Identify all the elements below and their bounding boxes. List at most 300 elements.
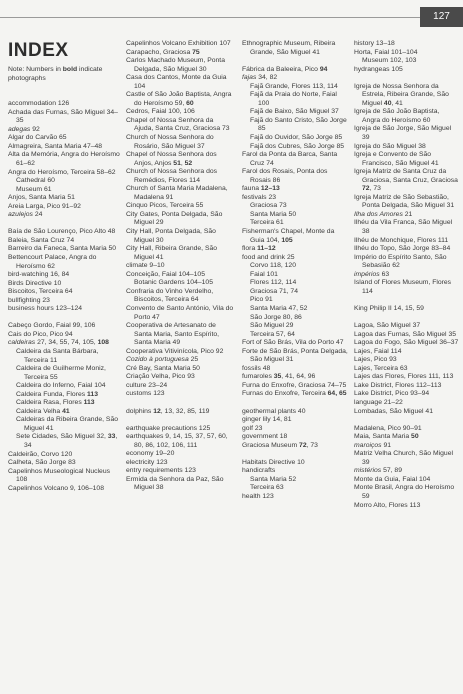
entry-text: fauna <box>242 185 261 193</box>
entry-text: Castle of São João Baptista, Angra do Heroísmo 59, <box>126 91 232 107</box>
entry-text: Ilhéu de Monchique, Flores 111 <box>354 236 449 244</box>
entry-text: Graciosa 73 <box>250 202 287 210</box>
index-subentry <box>242 271 350 280</box>
entry-text: , 34 <box>24 433 118 450</box>
entry-text: São Miguel 29 <box>250 322 294 330</box>
entry-text: Fajã do Santo Cristo, São Jorge 85 <box>250 116 347 133</box>
index-entry <box>242 493 350 502</box>
index-entry <box>242 194 350 203</box>
index-entry <box>242 185 350 194</box>
index-entry <box>242 416 350 425</box>
entry-text: Fajã Grande, Flores 113, 114 <box>250 82 338 90</box>
entry-text: Birds Directive 10 <box>8 279 62 287</box>
entry-text: Fajã de Baixo, São Miguel 37 <box>250 108 339 116</box>
index-entry <box>242 151 350 168</box>
italic-term: caldeiras <box>8 339 36 347</box>
entry-text: Monte da Guia, Faial 104 <box>354 475 431 483</box>
entry-text: Igreja e Convento de São Francisco, São Miguel 41 <box>354 151 439 167</box>
photo-page-ref: 35 <box>273 373 282 381</box>
index-subentry <box>8 399 120 408</box>
entry-text: Sete Cidades, São Miguel 32, <box>16 433 108 441</box>
index-entry <box>126 271 234 280</box>
photo-page-ref: 12 <box>153 407 161 415</box>
entry-text: ginger lily 14, 81 <box>242 416 292 424</box>
entry-text: Cedros, Faial 100, 106 <box>126 108 195 116</box>
photo-page-ref: 50 <box>411 433 419 441</box>
entry-text: 63 <box>379 270 390 278</box>
index-entry <box>126 49 234 58</box>
index-entry <box>8 143 120 152</box>
index-entry <box>242 254 350 263</box>
letter-group-gap <box>242 399 350 408</box>
entry-text: City Hall, Ribeira Grande, São Miguel 41 <box>126 245 218 261</box>
entry-text: , <box>180 159 185 167</box>
index-subentry <box>242 202 350 211</box>
italic-term: Cozido à portuguesa <box>126 356 189 364</box>
index-entry <box>354 467 459 476</box>
entry-text: Faial 101 <box>250 270 278 278</box>
index-entry <box>126 202 234 211</box>
entry-text: Island of Flores Museum, Flores 114 <box>354 279 452 295</box>
index-entry <box>8 109 120 126</box>
index-subentry <box>242 83 350 92</box>
index-entry <box>126 74 234 91</box>
entry-text: food and drink 25 <box>242 253 295 261</box>
entry-text: Fajã do Ouvidor, São Jorge 85 <box>250 134 343 142</box>
entry-text: Ethnographic Museum, Ribeira Grande, São Miguel 41 <box>242 40 336 56</box>
entry-text: earthquakes 9, 14, 15, 37, 57, 60, 80, 86, 102, 106, 111 <box>126 433 228 449</box>
index-entry <box>126 117 234 134</box>
index-subentry <box>242 211 350 220</box>
index-entry <box>126 151 234 168</box>
entry-text: Baleia, Santa Cruz 74 <box>8 236 75 244</box>
index-entry <box>126 288 234 305</box>
entry-text: Casa dos Cantos, Monte da Guia 104 <box>126 74 227 90</box>
index-entry <box>126 245 234 262</box>
entry-text: Furna do Enxofre, Graciosa 74–75 <box>242 381 347 389</box>
entry-text: fossils 48 <box>242 364 271 372</box>
entry-text: Igreja de São João Baptista, Angra do Heroísmo 60 <box>354 108 440 124</box>
italic-term: fajas <box>242 74 257 82</box>
entry-text: Caldeira Velha <box>16 407 63 415</box>
index-entry <box>8 194 120 203</box>
photo-page-ref: 108 <box>97 339 109 347</box>
photo-page-ref: 12–13 <box>260 185 280 193</box>
entry-text: Furnas do Enxofre, Terceira <box>242 390 328 398</box>
index-entry <box>126 228 234 245</box>
entry-text: Igreja do São Miguel 38 <box>354 142 426 150</box>
letter-group-gap <box>126 399 234 408</box>
entry-text: 24 <box>32 211 43 219</box>
index-subentry <box>8 382 120 391</box>
entry-text: Cooperativa Vitivinícola, Pico 92 <box>126 347 224 355</box>
entry-text: 25 <box>188 356 199 364</box>
entry-text: King Philip II 14, 15, 59 <box>354 304 424 312</box>
index-entry <box>8 237 120 246</box>
index-entry <box>126 365 234 374</box>
entry-text: entry requirements 123 <box>126 467 196 475</box>
photo-page-ref: 94 <box>319 65 328 73</box>
index-subentry <box>354 57 459 66</box>
index-subentry <box>242 288 350 297</box>
entry-text: bullfighting 23 <box>8 296 50 304</box>
entry-text: Criação Velha, Pico 93 <box>126 373 195 381</box>
index-entry <box>242 442 350 451</box>
entry-text: Pico 91 <box>250 296 273 304</box>
index-entry <box>242 74 350 83</box>
entry-text: indicate photographs <box>8 66 103 82</box>
entry-text: Bettencourt Palace, Angra do Heroísmo 62 <box>8 253 97 270</box>
entry-text: Corvo 118, 120 <box>250 262 296 270</box>
entry-text: Terceira 57, 64 <box>250 330 295 338</box>
entry-text: Algar do Carvão 65 <box>8 134 67 142</box>
entry-text: Lombadas, São Miguel 41 <box>354 407 433 415</box>
entry-text: Caldeira de Guilherme Moniz, Terceira 55 <box>16 365 106 381</box>
photo-page-ref: 72 <box>299 441 307 449</box>
entry-text: Forte de São Brás, Ponta Delgada, São Miguel 31 <box>242 347 348 364</box>
entry-text: health 123 <box>242 492 274 500</box>
index-entry <box>242 365 350 374</box>
index-entry <box>8 169 120 178</box>
page-header <box>0 0 463 26</box>
entry-text: Madalena, Pico 90–91 <box>354 424 422 432</box>
letter-group-gap <box>354 74 459 83</box>
photo-page-ref: 51 <box>173 159 181 167</box>
index-heading: INDEX <box>8 40 69 61</box>
entry-text: Matriz Velha Church, São Miguel 39 <box>354 450 453 466</box>
entry-text: Ilhéu da Vila Franca, São Miguel 38 <box>354 219 453 236</box>
index-entry <box>126 450 234 459</box>
entry-text: Terceira 61 <box>250 219 284 227</box>
entry-text: Museum 61 <box>16 185 52 193</box>
index-subentry <box>242 134 350 143</box>
letter-group-gap <box>8 92 120 101</box>
entry-text: Igreja de São Jorge, São Miguel 39 <box>354 125 452 142</box>
index-column-4 <box>354 40 459 510</box>
entry-text: Lajes, Pico 93 <box>354 356 397 364</box>
index-subentry <box>242 219 350 228</box>
index-subentry <box>8 433 120 450</box>
entry-text: Calheta, São Jorge 83 <box>8 459 76 467</box>
index-entry <box>242 467 350 476</box>
entry-text: Igreja Matriz de São Sebastião, Ponta Delgada, São Miguel 31 <box>354 193 455 210</box>
entry-text: hydrangeas 105 <box>354 65 403 73</box>
photo-page-ref: 105 <box>281 236 293 244</box>
index-entry <box>126 91 234 108</box>
index-subentry <box>8 186 120 195</box>
entry-text: Chapel of Nossa Senhora dos Anjos, Anjos <box>126 151 217 167</box>
entry-text: Império do Espírito Santo, São Sebasião 62 <box>354 253 447 270</box>
index-entry <box>242 66 350 75</box>
index-entry <box>126 108 234 117</box>
index-entry <box>354 373 459 382</box>
entry-text: government 18 <box>242 433 288 441</box>
index-subentry <box>242 476 350 485</box>
italic-term: impérios <box>354 270 380 278</box>
index-subentry <box>8 348 120 365</box>
index-subentry <box>242 91 350 108</box>
entry-text: Horta, Faial 101–104 <box>354 48 418 56</box>
index-entry <box>126 134 234 151</box>
photo-page-ref: 64, 65 <box>327 390 347 398</box>
photo-page-ref: 72 <box>362 185 370 193</box>
entry-text: Lagoa, São Miguel 37 <box>354 322 421 330</box>
entry-text: Alta da Memória, Angra do Heroísmo 61–62 <box>8 151 120 167</box>
index-entry <box>242 382 350 391</box>
index-entry <box>8 271 120 280</box>
index-entry <box>354 237 459 246</box>
photo-page-ref: 60 <box>186 99 194 107</box>
entry-text: Farol da Ponta da Barca, Santa Cruz 74 <box>242 151 338 167</box>
index-entry <box>242 339 350 348</box>
index-entry <box>354 502 459 511</box>
index-entry <box>8 468 120 485</box>
index-entry <box>242 245 350 254</box>
index-subentry <box>242 331 350 340</box>
entry-text: Maia, Santa Maria <box>354 433 412 441</box>
entry-text: Church of Santa Maria Madalena, Madalena 91 <box>126 185 228 201</box>
index-entry <box>8 485 120 494</box>
index-entry <box>354 194 459 211</box>
photo-page-ref: 75 <box>192 48 200 56</box>
entry-text: Botanic Gardens 104–105 <box>134 279 213 287</box>
letter-group-gap <box>242 450 350 459</box>
entry-text: Lagoa das Furnas, São Miguel 35 <box>354 330 457 338</box>
index-note <box>8 66 120 83</box>
entry-text: Santa Maria 52 <box>250 475 297 483</box>
index-entry <box>8 203 120 212</box>
index-entry <box>242 348 350 365</box>
index-entry <box>126 348 234 357</box>
index-entry <box>126 425 234 434</box>
index-entry <box>354 219 459 236</box>
index-subentry <box>242 314 350 323</box>
entry-text: Convento de Santo António, Vila do Porto 47 <box>126 304 234 321</box>
index-entry <box>8 331 120 340</box>
photo-page-ref: 52 <box>184 159 193 167</box>
index-entry <box>354 40 459 49</box>
index-entry <box>354 348 459 357</box>
index-entry <box>126 262 234 271</box>
index-entry <box>126 322 234 348</box>
index-entry <box>8 288 120 297</box>
entry-text: Fajã da Praia do Norte, Faial 100 <box>250 91 337 107</box>
index-entry <box>242 228 350 245</box>
index-entry <box>8 211 120 220</box>
index-entry <box>354 390 459 399</box>
entry-text: Cré Bay, Santa Maria 50 <box>126 364 200 372</box>
photo-page-ref: 11–12 <box>257 245 276 253</box>
italic-term: maroiços <box>354 441 382 449</box>
entry-text: Ermida da Senhora da Paz, São Miguel 38 <box>126 475 224 492</box>
index-entry <box>354 143 459 152</box>
entry-text: Lajes, Terceira 63 <box>354 364 408 372</box>
entry-text: Angra do Heroísmo, Terceira 58–62 <box>8 168 116 176</box>
index-entry <box>8 151 120 168</box>
index-entry <box>126 211 234 228</box>
index-entry <box>8 305 120 314</box>
entry-text: language 21–22 <box>354 398 403 406</box>
index-entry <box>126 408 234 417</box>
column-entries <box>354 40 459 510</box>
entry-text: Terceira 63 <box>250 484 284 492</box>
column-entries <box>126 40 234 493</box>
letter-group-gap <box>126 416 234 425</box>
column-entries <box>242 40 350 502</box>
entry-text: dolphins <box>126 407 154 415</box>
letter-group-gap <box>8 314 120 323</box>
entry-text: 27, 34, 55, 74, 105, <box>35 339 98 347</box>
index-entry <box>8 228 120 237</box>
index-entry <box>242 459 350 468</box>
header-rule <box>0 17 463 18</box>
letter-group-gap <box>354 314 459 323</box>
entry-text: Capelinhos Museological Nucleus 108 <box>8 467 111 484</box>
entry-text: Carapacho, Graciosa <box>126 48 193 56</box>
entry-text: Cais do Pico, Pico 94 <box>8 330 73 338</box>
entry-text: Capelinhos Volcano 9, 106–108 <box>8 484 104 492</box>
index-entry <box>354 399 459 408</box>
entry-text: customs 123 <box>126 390 165 398</box>
photo-page-ref: 40 <box>383 99 392 107</box>
index-entry <box>354 83 459 109</box>
index-entry <box>354 425 459 434</box>
index-entry <box>354 279 459 296</box>
index-entry <box>242 373 350 382</box>
entry-text: , 41, 64, 96 <box>281 373 316 381</box>
entry-text: Lake District, Pico 93–94 <box>354 390 430 398</box>
letter-group-gap <box>354 296 459 305</box>
index-entry <box>8 451 120 460</box>
entry-text: Habitats Directive 10 <box>242 458 305 466</box>
entry-text: Farol dos Rosais, Ponta dos Rosais 86 <box>242 168 328 184</box>
entry-text: geothermal plants 40 <box>242 407 306 415</box>
index-entry <box>126 185 234 202</box>
entry-text: 21 <box>402 210 413 218</box>
index-column-2 <box>126 40 234 493</box>
entry-text: bird-watching 16, 84 <box>8 271 70 279</box>
entry-text: Fajã dos Cubres, São Jorge 85 <box>250 142 345 150</box>
entry-text: Igreja de Nossa Senhora da Estrela, Ribeira Grande, São Miguel <box>354 82 449 107</box>
index-entry <box>354 450 459 467</box>
letter-group-gap <box>354 416 459 425</box>
entry-text: Igreja Matriz de Santa Cruz da Graciosa, Santa Cruz, Graciosa <box>354 168 458 184</box>
entry-text: Caldeira do Inferno, Faial 104 <box>16 382 106 390</box>
entry-text: Caldeira Funda, Flores <box>16 390 88 398</box>
entry-text: Flores 112, 114 <box>250 279 297 287</box>
entry-text: Baía de São Lourenço, Pico Alto 48 <box>8 228 116 236</box>
entry-text: Fábrica da Baleeira, Pico <box>242 65 320 73</box>
photo-page-ref: 113 <box>83 399 95 407</box>
entry-text: Lagoa do Fogo, São Miguel 36–37 <box>354 339 459 347</box>
entry-text: Almagreira, Santa Maria 47–48 <box>8 142 103 150</box>
entry-text: accommodation 126 <box>8 100 70 108</box>
index-subentry <box>242 117 350 134</box>
index-entry <box>242 40 350 57</box>
entry-text: business hours 123–124 <box>8 305 83 313</box>
index-entry <box>354 382 459 391</box>
entry-text: Cathedral 60 <box>16 177 55 185</box>
index-entry <box>354 476 459 485</box>
index-entry <box>8 280 120 289</box>
entry-text: 91 <box>381 441 392 449</box>
entry-text: 34, 82 <box>256 74 278 82</box>
index-entry <box>126 40 234 49</box>
index-entry <box>354 168 459 194</box>
index-entry <box>126 390 234 399</box>
entry-text: golf 23 <box>242 424 263 432</box>
index-entry <box>8 134 120 143</box>
index-subentry <box>242 262 350 271</box>
entry-text: City Hall, Ponta Delgada, São Miguel 30 <box>126 228 216 244</box>
index-entry <box>354 108 459 125</box>
column-entries <box>8 92 120 494</box>
italic-term: adegas <box>8 125 31 133</box>
entry-text: Note: Numbers in <box>8 66 63 73</box>
index-entry <box>126 57 234 74</box>
index-entry <box>8 100 120 109</box>
index-subentry <box>242 296 350 305</box>
entry-text: culture 23–24 <box>126 381 168 389</box>
index-entry <box>354 211 459 220</box>
photo-page-ref: 113 <box>87 390 98 398</box>
index-entry <box>8 339 120 348</box>
index-entry <box>242 168 350 185</box>
entry-text: Cinquo Picos, Terceira 55 <box>126 202 204 210</box>
entry-text: Lajes das Flores, Flores 111, 113 <box>354 373 454 381</box>
photo-page-ref: 41 <box>62 407 70 415</box>
entry-text: Santa Maria 47, 52 <box>250 304 308 312</box>
entry-text: flora <box>242 245 258 253</box>
entry-text: , 13, 32, 85, 119 <box>160 407 210 415</box>
letter-group-gap <box>242 57 350 66</box>
index-subentry <box>242 484 350 493</box>
index-entry <box>354 322 459 331</box>
entry-text: Graciosa Museum <box>242 441 300 449</box>
entry-text: festivals 23 <box>242 193 277 201</box>
entry-text: 92 <box>30 125 40 133</box>
index-entry <box>354 305 459 314</box>
index-entry <box>8 126 120 135</box>
entry-text: Caldeiras da Ribeira Grande, São Miguel 41 <box>16 416 119 432</box>
index-entry <box>8 297 120 306</box>
index-subentry <box>8 408 120 417</box>
index-entry <box>354 331 459 340</box>
index-subentry <box>242 108 350 117</box>
index-entry <box>8 322 120 331</box>
index-subentry <box>242 305 350 314</box>
entry-text: Santa Maria 50 <box>250 210 297 218</box>
entry-text: Cabeço Gordo, Faial 99, 106 <box>8 322 96 330</box>
entry-text: handicrafts <box>242 467 276 475</box>
index-subentry <box>242 279 350 288</box>
entry-text: Fisherman's Chapel, Monte da Guia 104, <box>242 228 335 244</box>
entry-text: Museum 102, 103 <box>362 57 417 65</box>
entry-text: 57, 89 <box>381 467 402 475</box>
italic-term: Ilha dos Amores <box>354 210 403 218</box>
index-entry <box>242 408 350 417</box>
entry-text: earthquake precautions 125 <box>126 424 211 432</box>
index-entry <box>126 305 234 322</box>
index-column-1 <box>8 40 120 493</box>
index-entry <box>126 373 234 382</box>
entry-text: Areia Larga, Pico 91–92 <box>8 202 81 210</box>
entry-text: Ilhéu do Topo, São Jorge 83–84 <box>354 245 451 253</box>
entry-text: history 13–18 <box>354 40 395 47</box>
italic-term: azulejos <box>8 211 33 219</box>
index-entry <box>242 425 350 434</box>
entry-text: Confraria do Vinho Verdelho, Biscoitos, Terceira 64 <box>126 287 214 304</box>
